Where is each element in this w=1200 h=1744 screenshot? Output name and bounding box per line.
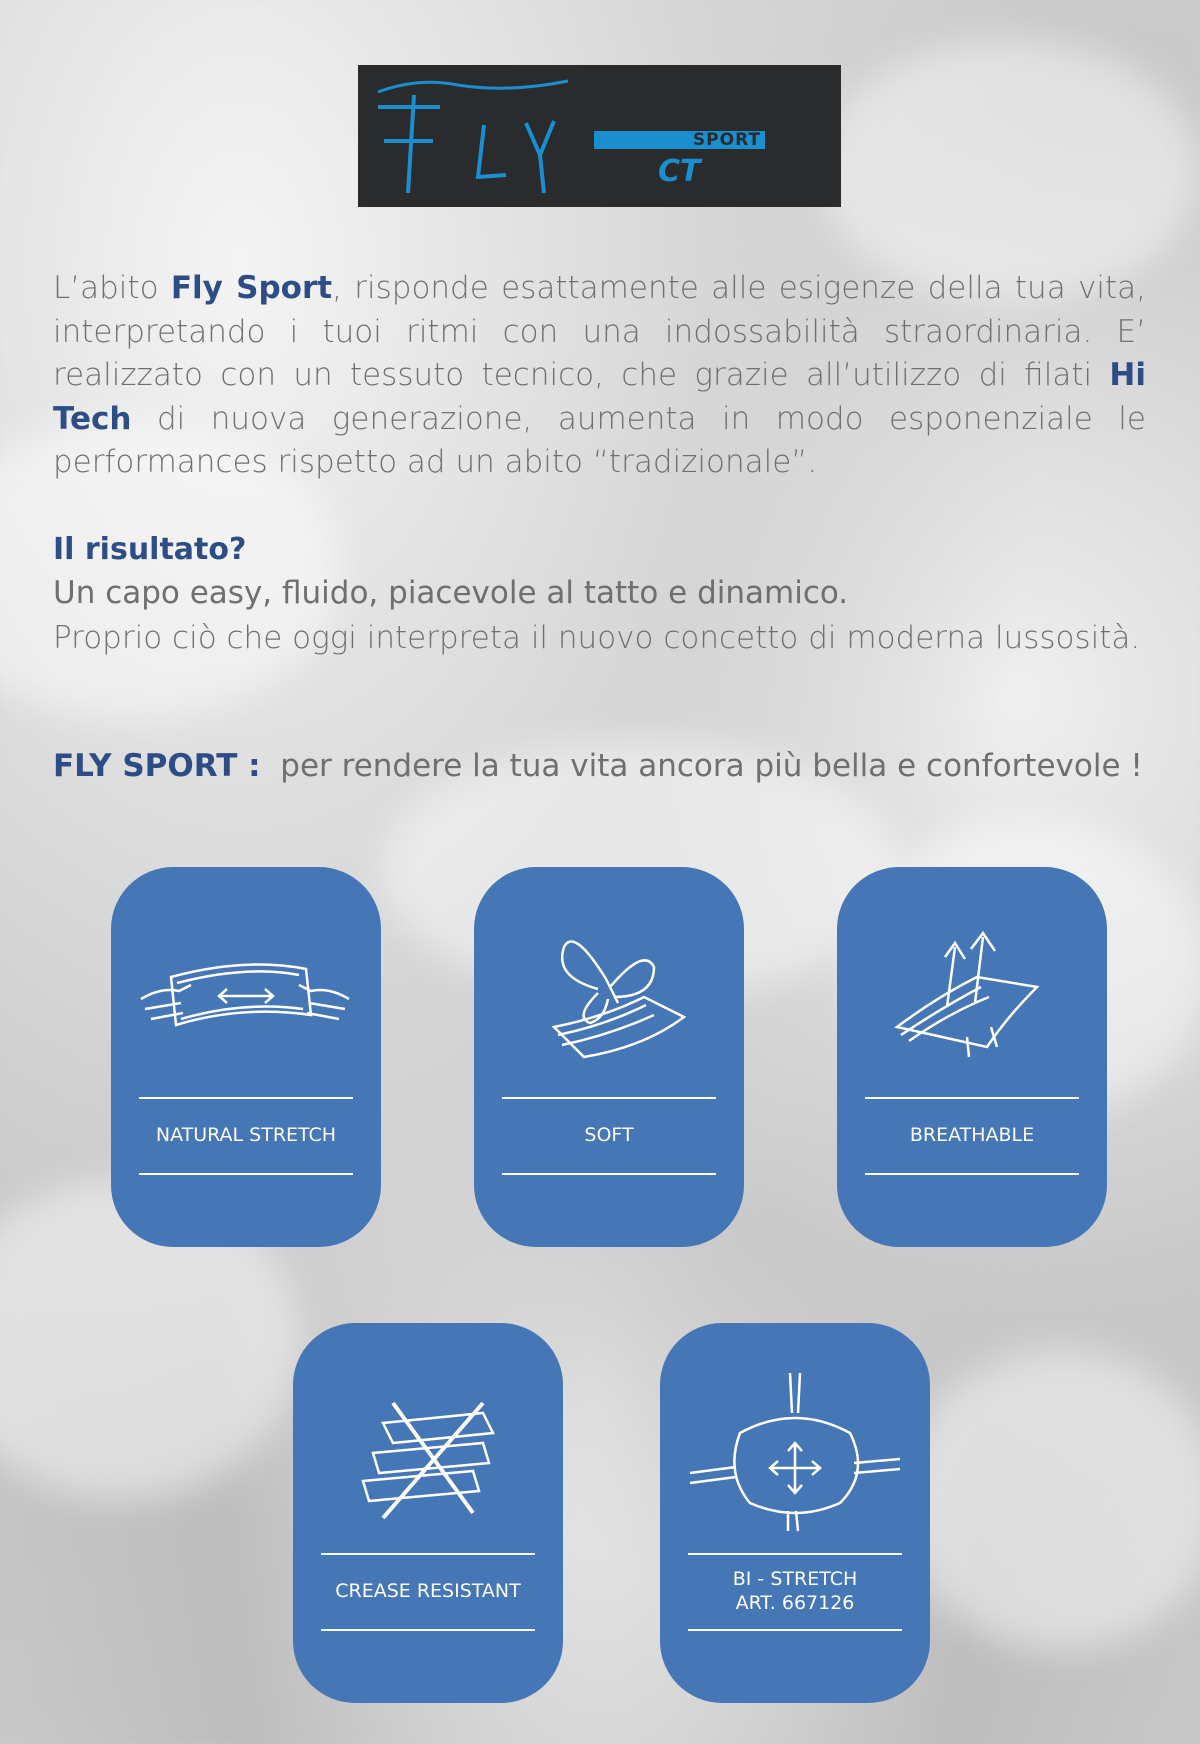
feature-sublabel: ART. 667126 bbox=[735, 1592, 855, 1614]
feature-card-bi-stretch bbox=[660, 1323, 930, 1703]
brand-logo bbox=[358, 65, 841, 207]
tagline bbox=[53, 748, 1143, 784]
card-rule-bottom bbox=[321, 1629, 535, 1631]
feature-label: SOFT bbox=[584, 1124, 634, 1146]
logo-badge: CT bbox=[658, 154, 701, 189]
card-rule-bottom bbox=[139, 1173, 353, 1175]
intro-tech: Hi Tech bbox=[53, 357, 1146, 437]
intro-text: , risponde esattamente alle esigenze della tua vita, interpretando i tuoi ritmi con una indossabilità straordinaria. E’ realizzato con un tessuto tecnico, che grazie all’utilizzo di filati bbox=[53, 270, 1146, 393]
logo-sport-text: SPORT bbox=[692, 130, 761, 150]
card-rule-top bbox=[139, 1097, 353, 1099]
card-rule-bottom bbox=[865, 1173, 1079, 1175]
card-rule-top bbox=[502, 1097, 716, 1099]
tagline-brand: FLY SPORT : bbox=[53, 748, 261, 784]
breathable-icon bbox=[857, 907, 1087, 1077]
result-line-1: Un capo easy, fluido, piacevole al tatto e dinamico. bbox=[53, 575, 849, 611]
card-rule-top bbox=[321, 1553, 535, 1555]
feature-label: BI - STRETCH bbox=[732, 1568, 858, 1590]
stretch-icon bbox=[131, 907, 361, 1077]
feature-label: NATURAL STRETCH bbox=[155, 1124, 337, 1146]
feature-card-crease-resistant bbox=[293, 1323, 563, 1703]
bi-stretch-icon bbox=[680, 1363, 910, 1533]
result-heading: Il risultato? bbox=[53, 532, 247, 567]
intro-text-end: di nuova generazione, aumenta in modo esponenziale le performances rispetto ad un abito “tradizionale”. bbox=[53, 400, 1146, 480]
result-line-2: Proprio ciò che oggi interpreta il nuovo concetto di moderna lussosità. bbox=[53, 620, 1141, 656]
butterfly-fabric-icon bbox=[494, 907, 724, 1077]
feature-label: CREASE RESISTANT bbox=[335, 1580, 521, 1602]
card-rule-top bbox=[688, 1553, 902, 1555]
logo-sport-bar bbox=[594, 131, 765, 149]
crease-resistant-icon bbox=[313, 1363, 543, 1533]
intro-prefix: L’abito bbox=[53, 270, 171, 306]
feature-card-breathable bbox=[837, 867, 1107, 1247]
intro-brand: Fly Sport bbox=[170, 270, 333, 306]
feature-card-soft bbox=[474, 867, 744, 1247]
card-rule-bottom bbox=[502, 1173, 716, 1175]
card-rule-bottom bbox=[688, 1629, 902, 1631]
feature-card-natural-stretch bbox=[111, 867, 381, 1247]
intro-paragraph bbox=[53, 267, 1146, 485]
feature-label: BREATHABLE bbox=[909, 1124, 1035, 1146]
card-rule-top bbox=[865, 1097, 1079, 1099]
tagline-text: per rendere la tua vita ancora più bella e confortevole ! bbox=[280, 748, 1143, 784]
